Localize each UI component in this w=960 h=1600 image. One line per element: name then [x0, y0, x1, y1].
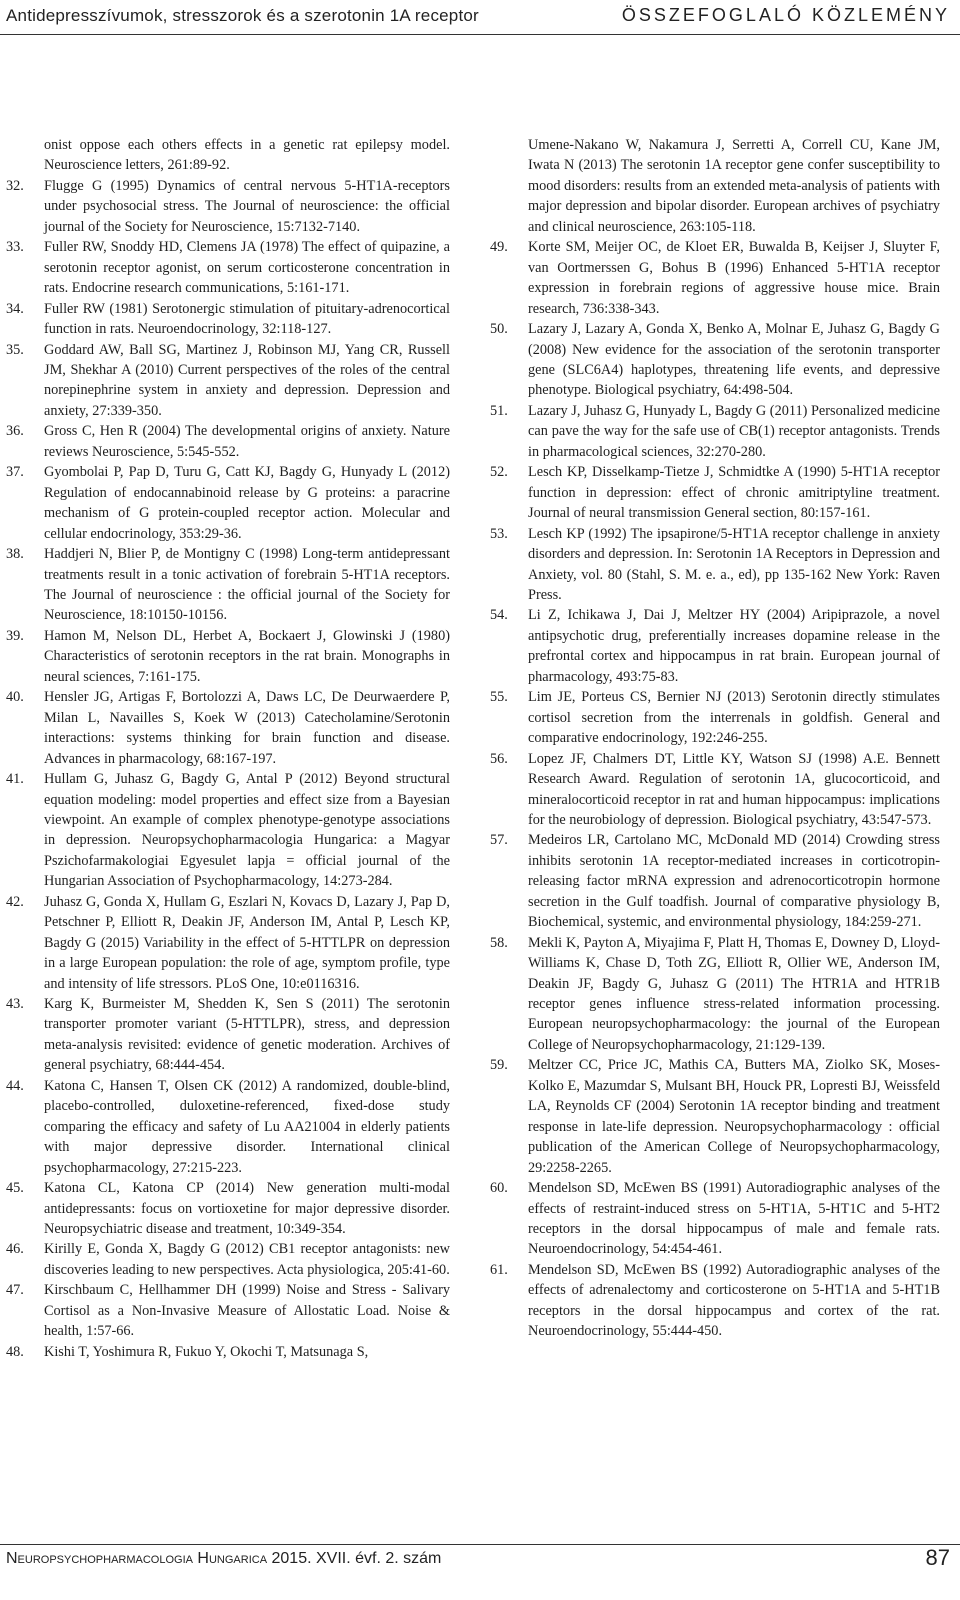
reference-text: Hullam G, Juhasz G, Bagdy G, Antal P (2012) Beyond structural equation modeling: model properties and effect size from a Bayesian viewpoint. An example of complex phenotype-genotype associations in depression. Neuropsychopharmacologia Hungarica: a Magyar Pszichofarmakologiai Egyesulet lapja = official journal of the Hungarian Association of Psychopharmacology, 14:273-284. [44, 771, 450, 890]
reference-list [6, 176, 450, 1362]
reference-item [490, 524, 940, 606]
reference-number: 46. [6, 1241, 24, 1258]
reference-text: Meltzer CC, Price JC, Mathis CA, Butters MA, Ziolko SK, Moses-Kolko E, Mazumdar S, Mulsant BH, Houck PR, Lopresti BJ, Weissfeld LA, Reynolds CF (2004) Serotonin 1A receptor binding and treatment response in late-life depression. Neuropsychopharmacology : official publication of the American College of Neuropsychopharmacology, 29:2258-2265. [528, 1057, 940, 1176]
reference-item [490, 319, 940, 401]
reference-number: 49. [490, 239, 508, 256]
reference-number: 36. [6, 423, 24, 440]
reference-number: 57. [490, 832, 508, 849]
reference-number: 54. [490, 607, 508, 624]
reference-text: Katona CL, Katona CP (2014) New generation multi-modal antidepressants: focus on vortioxetine for major depressive disorder. Neuropsychiatric disease and treatment, 10:349-354. [44, 1180, 450, 1238]
reference-item [6, 687, 450, 769]
reference-number: 34. [6, 300, 24, 317]
reference-number: 50. [490, 321, 508, 338]
reference-number: 48. [6, 1343, 24, 1360]
reference-number: 42. [6, 893, 24, 910]
reference-number: 59. [490, 1057, 508, 1074]
reference-number: 51. [490, 402, 508, 419]
reference-text: Gyombolai P, Pap D, Turu G, Catt KJ, Bagdy G, Hunyady L (2012) Regulation of endocannabinoid release by G proteins: a paracrine mechanism of G protein-coupled receptor action. Molecular and cellular endocrinology, 353:29-36. [44, 464, 450, 542]
reference-text: Juhasz G, Gonda X, Hullam G, Eszlari N, Kovacs D, Lazary J, Pap D, Petschner P, Elliott R, Deakin JF, Anderson IM, Antal P, Lesch KP, Bagdy G (2015) Variability in the effect of 5-HTTLPR on depression in a large European population: the role of age, symptom profile, type and intensity of life stressors. PLoS One, 10:e0116316. [44, 893, 450, 992]
reference-number: 56. [490, 750, 508, 767]
reference-item [6, 421, 450, 462]
page-number: 87 [925, 1545, 950, 1570]
reference-number: 58. [490, 934, 508, 951]
reference-text: Lopez JF, Chalmers DT, Little KY, Watson SJ (1998) A.E. Bennett Research Award. Regulation of serotonin 1A, glucocorticoid, and mineralocorticoid receptor in rat and human hippocampus: implications for the neurobiology of depression. Biological psychiatry, 43:547-573. [528, 750, 940, 828]
reference-text: Hensler JG, Artigas F, Bortolozzi A, Daws LC, De Deurwaerdere P, Milan L, Navailles S, Koek W (2013) Catecholamine/Serotonin interactions: systems thinking for brain function and disease. Advances in pharmacology, 68:167-197. [44, 689, 450, 767]
reference-item [6, 462, 450, 544]
reference-item [490, 605, 940, 687]
reference-list [490, 237, 940, 1341]
reference-item [6, 626, 450, 687]
reference-text: Lesch KP, Disselkamp-Tietze J, Schmidtke A (1990) 5-HT1A receptor function in depression: effect of chronic amitriptyline treatment. Journal of neural transmission General section, 80:157-161. [528, 464, 940, 522]
reference-item [6, 769, 450, 892]
reference-text: Gross C, Hen R (2004) The developmental origins of anxiety. Nature reviews Neuroscience, 5:545-552. [44, 423, 450, 460]
reference-number: 43. [6, 996, 24, 1013]
reference-number: 45. [6, 1180, 24, 1197]
reference-text: Lazary J, Lazary A, Gonda X, Benko A, Molnar E, Juhasz G, Bagdy G (2008) New evidence for the association of the serotonin transporter gene (SLC6A4) haplotypes, threatening life events, and depressive phenotype. Biological psychiatry, 64:498-504. [528, 321, 940, 399]
reference-number: 53. [490, 525, 508, 542]
reference-item [490, 462, 940, 523]
reference-text: Kishi T, Yoshimura R, Fukuo Y, Okochi T, Matsunaga S, [44, 1343, 369, 1360]
reference-item [6, 892, 450, 994]
issue-info: 2015. XVII. évf. 2. szám [271, 1550, 442, 1567]
running-header [0, 0, 960, 36]
reference-number: 52. [490, 464, 508, 481]
reference-text: Mekli K, Payton A, Miyajima F, Platt H, Thomas E, Downey D, Lloyd-Williams K, Chase D, Toth ZG, Elliott R, Ollier WE, Anderson IM, Deakin JF, Bagdy G, Juhasz G (2011) The HTR1A and HTR1B receptor genes influence stress-related information processing. European neuropsychopharmacology: the journal of the European College of Neuropsychopharmacology, 21:129-139. [528, 934, 940, 1053]
reference-number: 35. [6, 341, 24, 358]
reference-item [6, 237, 450, 298]
reference-text: Flugge G (1995) Dynamics of central nervous 5-HT1A-receptors under psychosocial stress. The Journal of neuroscience: the official journal of the Society for Neuroscience, 15:7132-7140. [44, 177, 450, 235]
reference-number: 55. [490, 689, 508, 706]
reference-column-left [6, 135, 450, 1362]
reference-item [6, 1239, 450, 1280]
reference-item [490, 749, 940, 831]
reference-item [6, 340, 450, 422]
reference-item [490, 237, 940, 319]
reference-item [490, 1055, 940, 1178]
reference-item [6, 1342, 450, 1362]
reference-number: 60. [490, 1180, 508, 1197]
reference-number: 38. [6, 546, 24, 563]
reference-text: Kirilly E, Gonda X, Bagdy G (2012) CB1 receptor antagonists: new discoveries leading to new perspectives. Acta physiologica, 205:41-60. [44, 1241, 450, 1278]
reference-item [6, 1076, 450, 1178]
reference-number: 32. [6, 177, 24, 194]
footer-divider [0, 1544, 960, 1545]
reference-number: 40. [6, 689, 24, 706]
running-title: Antidepresszívumok, stresszorok és a szerotonin 1A receptor [6, 6, 479, 25]
reference-item [490, 401, 940, 462]
reference-item [490, 1178, 940, 1260]
reference-number: 37. [6, 464, 24, 481]
reference-continuation: onist oppose each others effects in a genetic rat epilepsy model. Neuroscience letters, 261:89-92. [44, 137, 450, 174]
reference-text: Lesch KP (1992) The ipsapirone/5-HT1A receptor challenge in anxiety disorders and depression. In: Serotonin 1A Receptors in Depression and Anxiety, vol. 80 (Stahl, S. M. e. a., ed), pp 135-162 New York: Raven Press. [528, 525, 940, 603]
reference-number: 39. [6, 627, 24, 644]
reference-text: Fuller RW, Snoddy HD, Clemens JA (1978) The effect of quipazine, a serotonin receptor agonist, on serum corticosterone concentration in rats. Endocrine research communications, 5:161-171. [44, 239, 450, 297]
reference-item [6, 299, 450, 340]
reference-text: Mendelson SD, McEwen BS (1992) Autoradiographic analyses of the effects of adrenalectomy and corticosterone on 5-HT1A and 5-HT1B receptors in the dorsal hippocampus and cortex of the rat. Neuroendocrinology, 55:444-450. [528, 1261, 940, 1340]
reference-text: Karg K, Burmeister M, Shedden K, Sen S (2011) The serotonin transporter promoter variant (5-HTTLPR), stress, and depression meta-analysis revisited: evidence of genetic moderation. Archives of general psychiatry, 68:444-454. [44, 996, 450, 1074]
reference-item [490, 933, 940, 1056]
reference-number: 33. [6, 239, 24, 256]
reference-item [490, 1260, 940, 1342]
reference-number: 47. [6, 1282, 24, 1299]
reference-column-right [490, 135, 940, 1342]
reference-text: Kirschbaum C, Hellhammer DH (1999) Noise and Stress - Salivary Cortisol as a Non-Invasive Measure of Allostatic Load. Noise & health, 1:57-66. [44, 1282, 450, 1340]
header-divider [0, 34, 960, 35]
reference-text: Li Z, Ichikawa J, Dai J, Meltzer HY (2004) Aripiprazole, a novel antipsychotic drug, preferentially increases dopamine release in the prefrontal cortex and hippocampus in rat brain. European journal of pharmacology, 493:75-83. [528, 607, 940, 685]
reference-item [490, 830, 940, 932]
reference-number: 44. [6, 1077, 24, 1094]
reference-text: Medeiros LR, Cartolano MC, McDonald MD (2014) Crowding stress inhibits serotonin 1A receptor-mediated increases in corticotropin-releasing factor mRNA expression and adrenocorticotropin hormone secretion in the Gulf toadfish. Journal of comparative physiology B, Biochemical, systemic, and environmental physiology, 184:259-271. [528, 832, 940, 931]
reference-item [6, 1280, 450, 1341]
reference-text: Lazary J, Juhasz G, Hunyady L, Bagdy G (2011) Personalized medicine can pave the way for the safe use of CB(1) receptor antagonists. Trends in pharmacological sciences, 32:270-280. [528, 402, 940, 460]
reference-text: Katona C, Hansen T, Olsen CK (2012) A randomized, double-blind, placebo-controlled, duloxetine-referenced, fixed-dose study comparing the efficacy and safety of Lu AA21004 in elderly patients with major depressive disorder. International clinical psychopharmacology, 27:215-223. [44, 1077, 450, 1176]
reference-text: Haddjeri N, Blier P, de Montigny C (1998) Long-term antidepressant treatments result in a tonic activation of forebrain 5-HT1A receptors. The Journal of neuroscience : the official journal of the Society for Neuroscience, 18:10150-10156. [44, 546, 450, 624]
reference-text: Mendelson SD, McEwen BS (1991) Autoradiographic analyses of the effects of restraint-induced stress on 5-HT1A, 5-HT1C and 5-HT2 receptors in the dorsal hippocampus of male and female rats. Neuroendocrinology, 54:454-461. [528, 1180, 940, 1258]
reference-item [6, 176, 450, 237]
reference-text: Hamon M, Nelson DL, Herbet A, Bockaert J, Glowinski J (1980) Characteristics of serotonin receptors in the rat brain. Monographs in neural sciences, 7:161-175. [44, 627, 450, 685]
reference-text: Goddard AW, Ball SG, Martinez J, Robinson MJ, Yang CR, Russell JM, Shekhar A (2010) Current perspectives of the roles of the central norepinephrine system in anxiety and depression. Depression and anxiety, 27:339-350. [44, 341, 450, 419]
reference-number: 41. [6, 771, 24, 788]
journal-footer [6, 1550, 441, 1568]
reference-text: Fuller RW (1981) Serotonergic stimulation of pituitary-adrenocortical function in rats. Neuroendocrinology, 32:118-127. [44, 300, 450, 338]
reference-text: Lim JE, Porteus CS, Bernier NJ (2013) Serotonin directly stimulates cortisol secretion from the interrenals in goldfish. General and comparative endocrinology, 192:246-255. [528, 689, 940, 747]
section-label: ÖSSZEFOGLALÓ KÖZLEMÉNY [621, 5, 950, 25]
reference-item [6, 544, 450, 626]
reference-continuation: Umene-Nakano W, Nakamura J, Serretti A, Correll CU, Kane JM, Iwata N (2013) The serotonin 1A receptor gene confer susceptibility to mood disorders: results from an extended meta-analysis of patients with major depression and bipolar disorder. European archives of psychiatry and clinical neuroscience, 263:105-118. [528, 137, 940, 235]
reference-item [6, 994, 450, 1076]
journal-name: Neuropsychopharmacologia Hungarica [6, 1550, 268, 1567]
reference-item [490, 687, 940, 748]
reference-text: Korte SM, Meijer OC, de Kloet ER, Buwalda B, Keijser J, Sluyter F, van Oortmerssen G, Bohus B (1996) Enhanced 5-HT1A receptor expression in forebrain regions of aggressive house mice. Brain research, 736:338-343. [528, 239, 940, 317]
reference-number: 61. [490, 1261, 508, 1278]
reference-item [6, 1178, 450, 1239]
